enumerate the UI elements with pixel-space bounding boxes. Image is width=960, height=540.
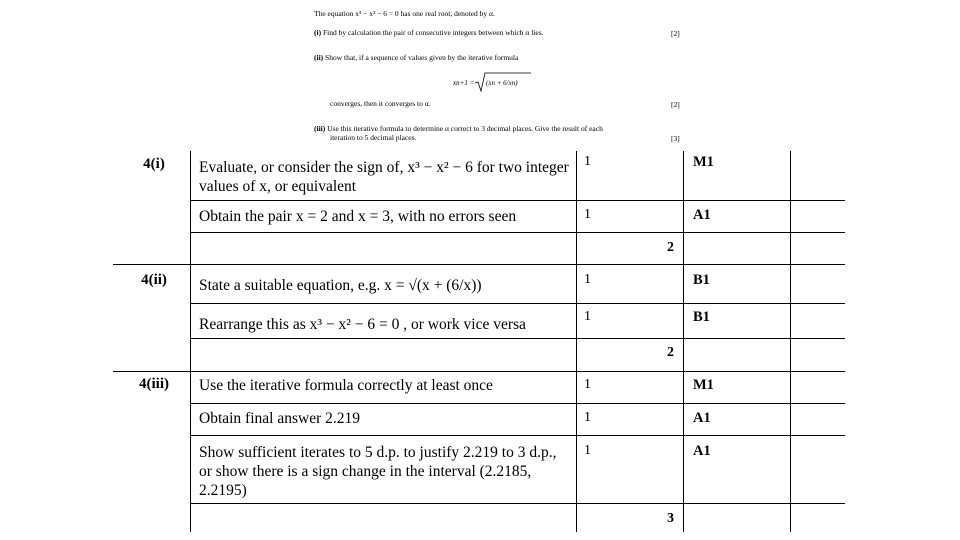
formula-lhs: xn+1 = — [453, 79, 475, 87]
mark-code: B1 — [693, 272, 710, 288]
mark-value: 1 — [584, 154, 591, 169]
mark-code: A1 — [693, 443, 711, 459]
mark-value: 1 — [584, 410, 591, 425]
mark-code: B1 — [693, 309, 710, 325]
grid-line — [190, 151, 191, 532]
part-ii-text: (ii) Show that, if a sequence of values given by the iterative formula — [314, 53, 519, 62]
converges-text: converges, then it converges to α. — [330, 99, 431, 108]
iterative-formula — [453, 70, 533, 94]
grid-line — [190, 338, 845, 339]
mark-code: M1 — [693, 154, 714, 170]
question-label-4ii: 4(ii) — [141, 272, 167, 288]
formula-inner: (xn + 6/xn) — [486, 79, 518, 87]
part-iii-text: (iii) Use this iterative formula to determine α correct to 3 decimal places. Give the result of each — [314, 124, 603, 133]
mark-value: 1 — [584, 377, 591, 392]
grid-line — [190, 403, 845, 404]
question-label-4i: 4(i) — [143, 156, 165, 172]
grid-line — [190, 503, 845, 504]
part-total: 3 — [667, 511, 674, 526]
scheme-row-text: Obtain the pair x = 2 and x = 3, with no errors seen — [199, 208, 517, 225]
grid-line — [683, 151, 684, 532]
question-label-4iii: 4(iii) — [139, 376, 169, 392]
grid-line — [190, 200, 845, 201]
grid-line — [113, 264, 845, 265]
mark-value: 1 — [584, 207, 591, 222]
question-intro: The equation x³ − x² − 6 = 0 has one real root, denoted by α. — [314, 9, 495, 18]
scheme-row-text: Obtain final answer 2.219 — [199, 410, 360, 427]
part-total: 2 — [667, 240, 674, 255]
mark-code: M1 — [693, 377, 714, 393]
mark-value: 1 — [584, 272, 591, 287]
part-ii-marks: [2] — [671, 100, 680, 109]
scheme-row-text: State a suitable equation, e.g. x = √(x + (6/x)) — [199, 277, 482, 294]
scheme-row-text: Rearrange this as x³ − x² − 6 = 0 , or work vice versa — [199, 316, 526, 333]
mark-value: 1 — [584, 443, 591, 458]
grid-line — [576, 151, 577, 532]
part-iii-marks: [3] — [671, 134, 680, 143]
part-total: 2 — [667, 345, 674, 360]
mark-code: A1 — [693, 207, 711, 223]
grid-line — [113, 371, 845, 372]
part-i-marks: [2] — [671, 29, 680, 38]
grid-line — [790, 151, 791, 532]
scheme-row-text: Show sufficient iterates to 5 d.p. to justify 2.219 to 3 d.p., or show there is a sign change in the interval (2.2185, 2.2195) — [199, 444, 557, 499]
part-i-text: (i) Find by calculation the pair of consecutive integers between which α lies. — [314, 28, 544, 37]
part-iii-text-line2: iteration to 5 decimal places. — [330, 133, 417, 142]
scheme-row-text: Use the iterative formula correctly at least once — [199, 377, 493, 394]
mark-code: A1 — [693, 410, 711, 426]
grid-line — [190, 232, 845, 233]
grid-line — [190, 303, 845, 304]
scheme-row-text: Evaluate, or consider the sign of, x³ − x² − 6 for two integer values of x, or equivalent — [199, 159, 569, 195]
mark-value: 1 — [584, 309, 591, 324]
grid-line — [190, 435, 845, 436]
